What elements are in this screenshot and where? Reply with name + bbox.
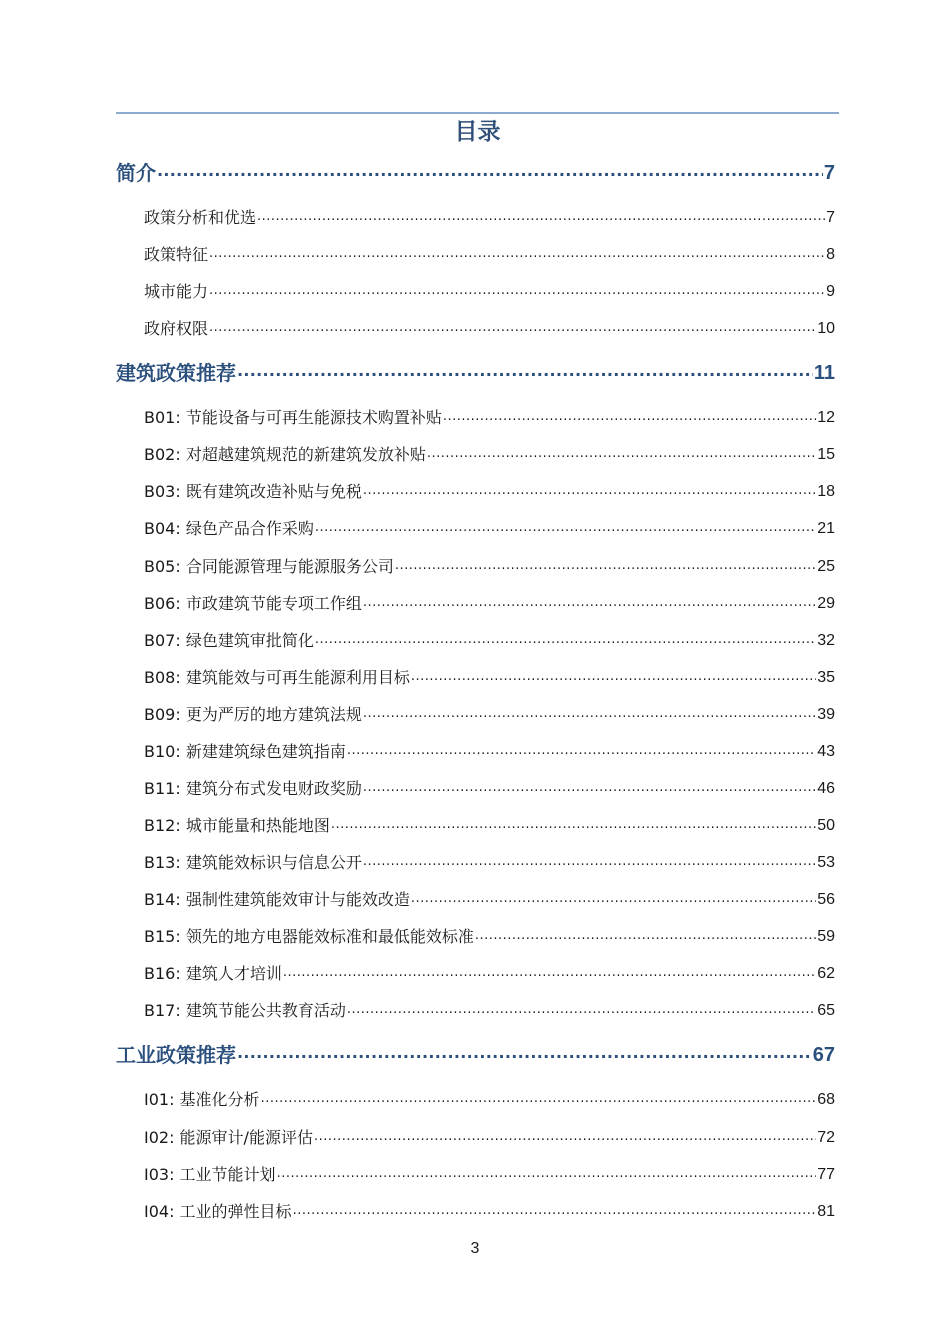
toc-entry[interactable]: [144, 243, 835, 265]
dot-leader: [411, 890, 816, 910]
dot-leader: [363, 482, 816, 502]
toc-entry[interactable]: [144, 443, 835, 465]
toc-page-number: 56: [817, 891, 835, 908]
toc-page-number: 43: [817, 743, 835, 760]
toc-entry-label: B14: 强制性建筑能效审计与能效改造: [144, 890, 410, 909]
toc-entry[interactable]: [144, 962, 835, 984]
toc-entry-label: 政府权限: [144, 319, 209, 338]
toc-entry[interactable]: [144, 206, 835, 228]
toc-entry[interactable]: [144, 1126, 835, 1148]
header-rule: [116, 112, 839, 114]
toc-page-number: 12: [817, 409, 835, 426]
toc-entry[interactable]: [144, 280, 835, 302]
dot-leader: [363, 779, 816, 799]
toc-entry-label: B03: 既有建筑改造补贴与免税: [144, 482, 362, 501]
toc-entry[interactable]: [144, 888, 835, 910]
dot-leader: [395, 557, 816, 577]
toc-entry-label: B17: 建筑节能公共教育活动: [144, 1001, 346, 1020]
toc-section-label: 建筑政策推荐: [116, 361, 236, 385]
toc-entry-label: B07: 绿色建筑审批简化: [144, 631, 314, 650]
toc-section-buildings[interactable]: [116, 358, 835, 386]
toc-entry-label: B04: 绿色产品合作采购: [144, 519, 314, 538]
toc-page-number: 18: [817, 483, 835, 500]
toc-entry-label: B09: 更为严厉的地方建筑法规: [144, 705, 362, 724]
dot-leader: [237, 360, 813, 386]
dot-leader: [157, 160, 823, 186]
toc-page-number: 7: [823, 162, 835, 184]
dot-leader: [331, 816, 816, 836]
toc-entry[interactable]: [144, 406, 835, 428]
toc-page-number: 32: [817, 632, 835, 649]
dot-leader: [363, 594, 816, 614]
dot-leader: [427, 445, 816, 465]
toc-section-label: 简介: [116, 161, 156, 185]
dot-leader: [257, 208, 825, 228]
toc-page-number: 53: [817, 854, 835, 871]
toc-entry-label: I01: 基准化分析: [144, 1090, 260, 1109]
toc-entry[interactable]: [144, 925, 835, 947]
toc-entry[interactable]: [144, 666, 835, 688]
toc-entry[interactable]: [144, 517, 835, 539]
toc-entry-label: B01: 节能设备与可再生能源技术购置补贴: [144, 408, 442, 427]
dot-leader: [443, 408, 816, 428]
dot-leader: [411, 668, 816, 688]
toc-entry[interactable]: [144, 1088, 835, 1110]
toc-entry-label: B13: 建筑能效标识与信息公开: [144, 853, 362, 872]
toc-entry-label: B10: 新建建筑绿色建筑指南: [144, 742, 346, 761]
toc-page-number: 35: [817, 669, 835, 686]
toc-section-industry[interactable]: [116, 1040, 835, 1068]
dot-leader: [209, 282, 825, 302]
dot-leader: [283, 964, 816, 984]
toc-entry-label: I04: 工业的弹性目标: [144, 1202, 292, 1221]
toc-page-number: 81: [817, 1203, 835, 1220]
dot-leader: [237, 1042, 812, 1068]
toc-entry[interactable]: [144, 629, 835, 651]
toc-entry[interactable]: [144, 703, 835, 725]
toc-section-label: 工业政策推荐: [116, 1043, 236, 1067]
dot-leader: [315, 519, 816, 539]
toc-entry[interactable]: [144, 777, 835, 799]
toc-page-number: 59: [817, 928, 835, 945]
toc-entry[interactable]: [144, 592, 835, 614]
toc-page-number: 10: [817, 320, 835, 337]
toc-title: 目录: [454, 119, 501, 145]
toc-page-number: 67: [812, 1044, 835, 1066]
toc-page-number: 8: [826, 246, 835, 263]
dot-leader: [315, 631, 816, 651]
toc-page-number: 65: [817, 1002, 835, 1019]
toc-entry-label: 政策特征: [144, 245, 209, 264]
toc-entry-label: B08: 建筑能效与可再生能源利用目标: [144, 668, 410, 687]
toc-entry[interactable]: [144, 1200, 835, 1222]
toc-page-number: 62: [817, 965, 835, 982]
dot-leader: [293, 1202, 817, 1222]
toc-entry[interactable]: [144, 851, 835, 873]
dot-leader: [363, 705, 816, 725]
toc-entry[interactable]: [144, 740, 835, 762]
toc-section-intro[interactable]: [116, 158, 835, 186]
toc-page-number: 77: [817, 1166, 835, 1183]
toc-entry-label: I02: 能源审计/能源评估: [144, 1128, 313, 1147]
toc-page-number: 21: [817, 520, 835, 537]
toc-page-number: 29: [817, 595, 835, 612]
toc-entry-label: 城市能力: [144, 282, 209, 301]
toc-page-number: 68: [817, 1091, 835, 1108]
dot-leader: [363, 853, 816, 873]
toc-entry-label: I03: 工业节能计划: [144, 1165, 276, 1184]
toc-page-number: 72: [817, 1129, 835, 1146]
toc-entry-label: B11: 建筑分布式发电财政奖励: [144, 779, 362, 798]
dot-leader: [314, 1128, 816, 1148]
toc-entry-label: B15: 领先的地方电器能效标准和最低能效标准: [144, 927, 474, 946]
toc-page-number: 15: [817, 446, 835, 463]
toc-entry-label: B02: 对超越建筑规范的新建筑发放补贴: [144, 445, 426, 464]
toc-entry-label: 政策分析和优选: [144, 208, 257, 227]
toc-entry-label: B06: 市政建筑节能专项工作组: [144, 594, 362, 613]
dot-leader: [209, 319, 816, 339]
toc-page-number: 39: [817, 706, 835, 723]
dot-leader: [347, 1001, 816, 1021]
toc-entry[interactable]: [144, 999, 835, 1021]
toc-page-number: 7: [826, 209, 835, 226]
toc-page-number: 9: [826, 283, 835, 300]
toc-entry[interactable]: [144, 1163, 835, 1185]
dot-leader: [475, 927, 816, 947]
dot-leader: [347, 742, 816, 762]
toc-entry[interactable]: [144, 317, 835, 339]
toc-entry-label: B12: 城市能量和热能地图: [144, 816, 330, 835]
toc-entry[interactable]: [144, 480, 835, 502]
page-number: 3: [470, 1240, 480, 1257]
dot-leader: [277, 1165, 817, 1185]
toc-page-number: 25: [817, 558, 835, 575]
toc-page-number: 11: [813, 362, 835, 384]
dot-leader: [261, 1090, 817, 1110]
toc-page-number: 50: [817, 817, 835, 834]
toc-entry[interactable]: [144, 555, 835, 577]
dot-leader: [209, 245, 825, 265]
toc-entry[interactable]: [144, 814, 835, 836]
toc-entry-label: B05: 合同能源管理与能源服务公司: [144, 557, 394, 576]
toc-page-number: 46: [817, 780, 835, 797]
toc-entry-label: B16: 建筑人才培训: [144, 964, 282, 983]
